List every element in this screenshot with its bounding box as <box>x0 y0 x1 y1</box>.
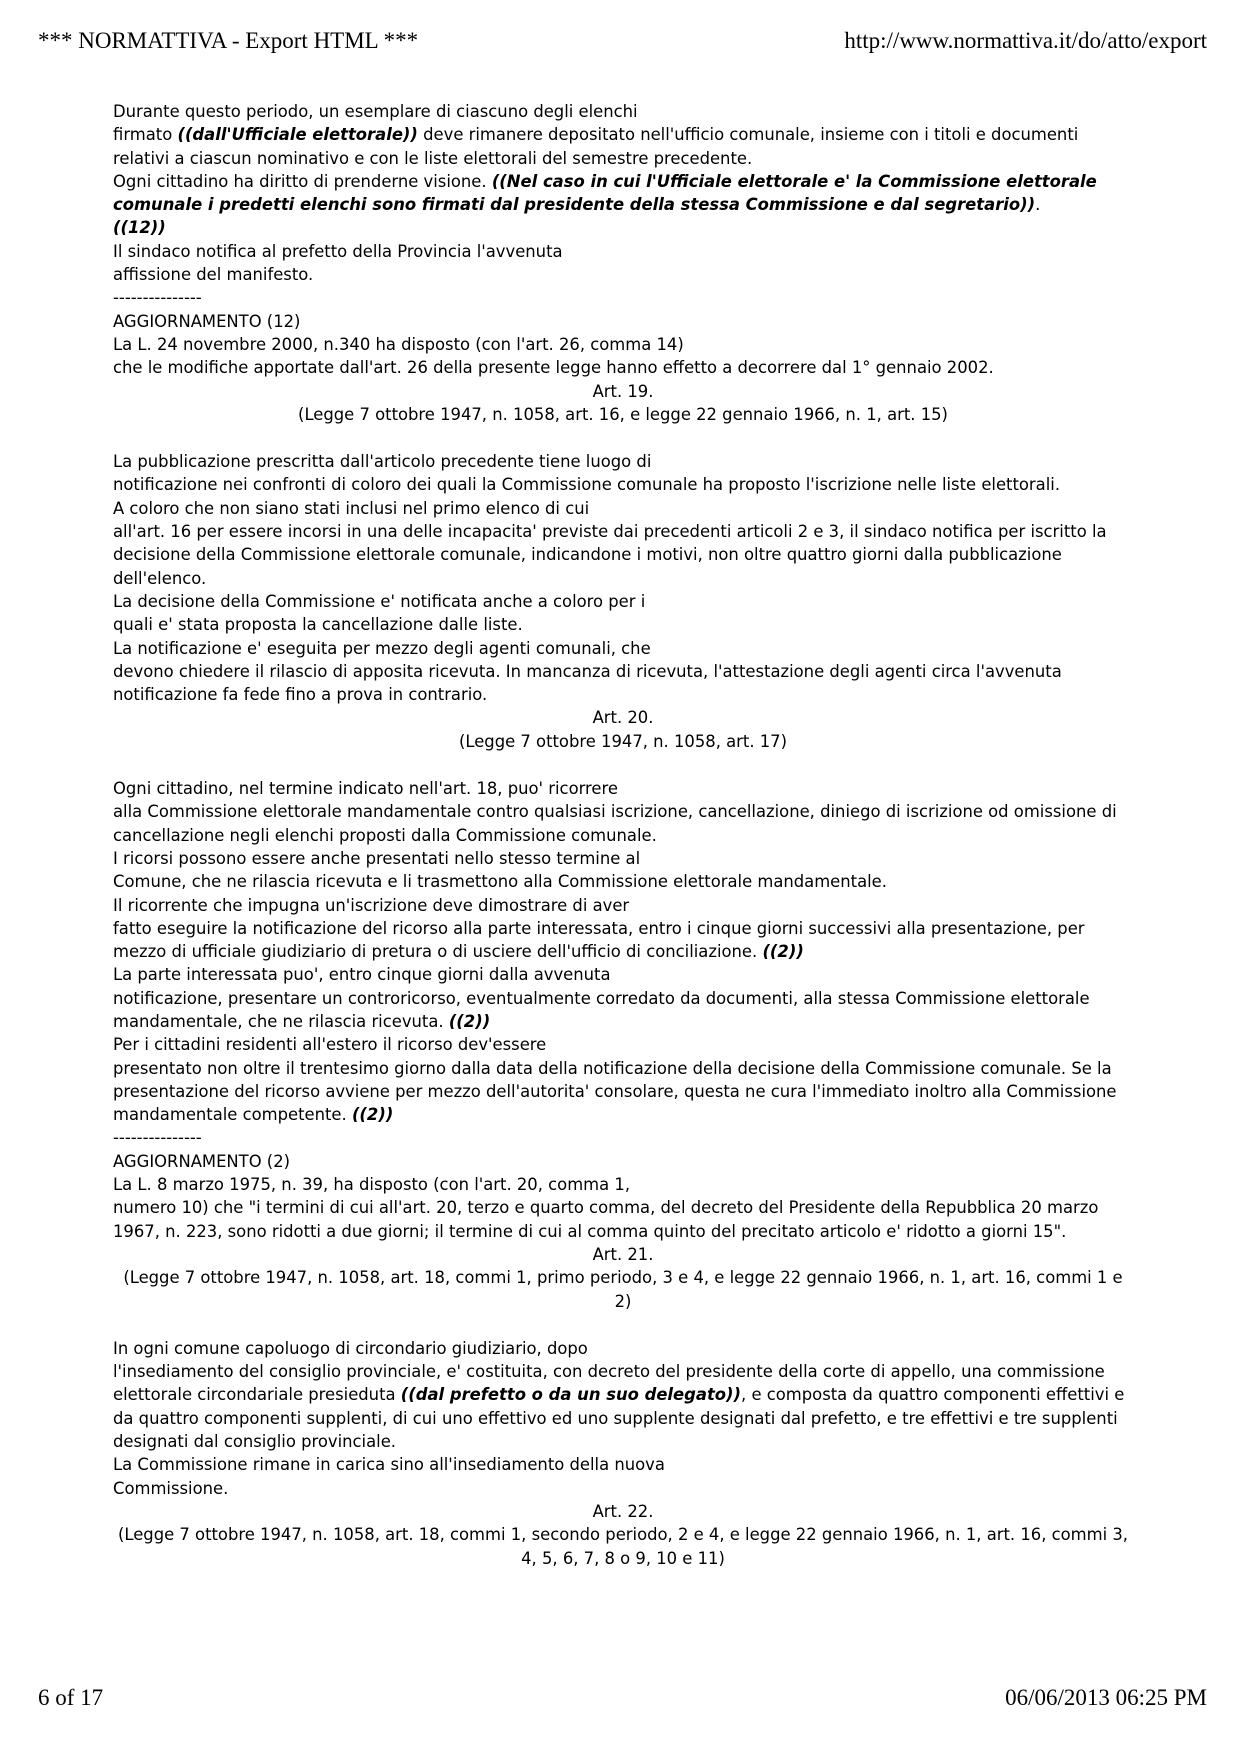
body-text: notificazione nei confronti di coloro dei quali la Commissione comunale ha proposto l'iscrizione nelle liste elettorali. <box>113 475 1061 495</box>
amendment-text: ((dal prefetto o da un suo delegato)) <box>400 1385 742 1405</box>
article-source-reference: (Legge 7 ottobre 1947, n. 1058, art. 17) <box>458 731 787 751</box>
paragraph-gap <box>113 753 1133 777</box>
body-text: che le modifiche apportate dall'art. 26 della presente legge hanno effetto a decorrere dal 1° gennaio 2002. <box>113 358 994 378</box>
body-text: Il ricorrente che impugna un'iscrizione deve dimostrare di aver <box>113 895 630 915</box>
body-text: La Commissione rimane in carica sino all'insediamento della nuova <box>113 1455 665 1475</box>
body-text: quali e' stata proposta la cancellazione dalle liste. <box>113 615 523 635</box>
body-text: Commissione. <box>113 1478 229 1498</box>
body-text: all'art. 16 per essere incorsi in una delle incapacita' previste dai precedenti articoli 2 e 3, il sindaco notifica per iscritto la decisione della Commissione elettorale comunale, indicandone i motivi, non oltre quattro giorni dalla pubblicazione dell'elenco. <box>113 522 1107 588</box>
body-text: Il sindaco notifica al prefetto della Provincia l'avvenuta <box>113 241 563 261</box>
body-text: affissione del manifesto. <box>113 265 314 285</box>
paragraph-gap <box>113 1313 1133 1337</box>
body-text: AGGIORNAMENTO (12) <box>113 311 301 331</box>
amendment-text: ((dall'Ufficiale elettorale)) <box>177 125 418 145</box>
body-text: deve rimanere depositato nell'ufficio comunale, insieme con i titoli e documenti relativi a ciascun nominativo e con le liste elettorali del semestre precedente. <box>113 125 1079 168</box>
body-text: presentato non oltre il trentesimo giorno dalla data della notificazione della decisione della Commissione comunale. Se la presentazione del ricorso avviene per mezzo dell'autorita' consolare, questa ne cura l'immediato inoltro alla Commissione mandamentale competente. <box>113 1058 1117 1125</box>
body-text: --------------- <box>113 1128 202 1148</box>
body-text: . <box>1035 195 1041 215</box>
text-paragraph <box>113 100 1133 286</box>
text-paragraph <box>113 286 1133 379</box>
body-text: Comune, che ne rilascia ricevuta e li trasmettono alla Commissione elettorale mandamentale. <box>113 872 887 892</box>
body-text: Per i cittadini residenti all'estero il ricorso dev'essere <box>113 1035 547 1055</box>
body-text: , e composta da quattro componenti effettivi e da quattro componenti supplenti, di cui uno effettivo ed uno supplente designati dal prefetto, e tre effettivi e tre supplenti designati dal consiglio provinciale. <box>113 1385 1125 1452</box>
article-heading: Art. 22. <box>592 1501 654 1521</box>
body-text: fatto eseguire la notificazione del ricorso alla parte interessata, entro i cinque giorni successivi alla presentazione, per mezzo di ufficiale giudiziario di pretura o di usciere dell'ufficio di conciliazione. <box>113 918 1085 962</box>
body-text: Ogni cittadino, nel termine indicato nell'art. 18, puo' ricorrere <box>113 779 618 799</box>
body-text: La decisione della Commissione e' notificata anche a coloro per i <box>113 591 646 611</box>
paragraph-gap <box>113 426 1133 450</box>
body-text: La L. 8 marzo 1975, n. 39, ha disposto (con l'art. 20, comma 1, <box>113 1175 631 1195</box>
amendment-text: ((2)) <box>448 1011 491 1031</box>
article-heading: Art. 19. <box>592 381 654 401</box>
body-text: La pubblicazione prescritta dall'articolo precedente tiene luogo di <box>113 452 652 472</box>
body-text: Durante questo periodo, un esemplare di ciascuno degli elenchi <box>113 102 638 121</box>
body-text: notificazione, presentare un controricorso, eventualmente corredato da documenti, alla stessa Commissione elettorale mandamentale, che ne rilascia ricevuta. <box>113 988 1090 1031</box>
text-paragraph <box>113 777 1133 1126</box>
header-title: *** NORMATTIVA - Export HTML *** <box>38 28 419 53</box>
amendment-text: ((2)) <box>351 1105 394 1125</box>
body-text: I ricorsi possono essere anche presentati nello stesso termine al <box>113 848 641 868</box>
body-text: alla Commissione elettorale mandamentale contro qualsiasi iscrizione, cancellazione, diniego di iscrizione od omissione di cancellazione negli elenchi proposti dalla Commissione comunale. <box>113 802 1117 845</box>
article-source-reference: (Legge 7 ottobre 1947, n. 1058, art. 16, e legge 22 gennaio 1966, n. 1, art. 15) <box>298 404 948 424</box>
body-text: La parte interessata puo', entro cinque giorni dalla avvenuta <box>113 965 611 985</box>
body-text: La notificazione e' eseguita per mezzo degli agenti comunali, che <box>113 638 651 658</box>
body-text: Ogni cittadino ha diritto di prenderne visione. <box>113 171 492 191</box>
document-body <box>113 100 1133 1570</box>
body-text: A coloro che non siano stati inclusi nel primo elenco di cui <box>113 498 590 518</box>
article-source-reference: (Legge 7 ottobre 1947, n. 1058, art. 18, commi 1, secondo periodo, 2 e 4, e legge 22 gennaio 1966, n. 1, art. 16, commi 3, 4, 5, 6, 7, 8 o 9, 10 e 11) <box>117 1525 1129 1568</box>
body-text: l'insediamento del consiglio provinciale, e' costituita, con decreto del presidente della corte di appello, una commissione elettorale circondariale presieduta <box>113 1362 1105 1405</box>
text-paragraph <box>113 450 1133 706</box>
page-number: 6 of 17 <box>38 1685 104 1710</box>
body-text: AGGIORNAMENTO (2) <box>113 1151 291 1171</box>
body-text: --------------- <box>113 288 202 308</box>
amendment-text: ((12)) <box>113 218 166 238</box>
article-heading: Art. 21. <box>592 1244 654 1264</box>
body-text: La L. 24 novembre 2000, n.340 ha disposto (con l'art. 26, comma 14) <box>113 334 684 354</box>
amendment-text: ((Nel caso in cui l'Ufficiale elettorale e' la Commissione elettorale comunale i predetti elenchi sono firmati dal presidente della stessa Commissione e dal segretario)) <box>113 171 1097 215</box>
article-heading: Art. 20. <box>592 708 654 728</box>
body-text: firmato <box>113 125 178 145</box>
print-datetime: 06/06/2013 06:25 PM <box>1005 1685 1207 1710</box>
amendment-text: ((2)) <box>762 942 804 962</box>
body-text: In ogni comune capoluogo di circondario giudiziario, dopo <box>113 1338 588 1358</box>
body-text: numero 10) che "i termini di cui all'art. 20, terzo e quarto comma, del decreto del Presidente della Repubblica 20 marzo 1967, n. 223, sono ridotti a due giorni; il termine di cui al comma quinto del precitato articolo e' ridotto a giorni 15". <box>113 1198 1099 1241</box>
body-text: devono chiedere il rilascio di apposita ricevuta. In mancanza di ricevuta, l'attestazione degli agenti circa l'avvenuta notificazione fa fede fino a prova in contrario. <box>113 661 1062 705</box>
header-url: http://www.normattiva.it/do/atto/export <box>844 28 1207 53</box>
text-paragraph <box>113 1337 1133 1500</box>
article-source-reference: (Legge 7 ottobre 1947, n. 1058, art. 18, commi 1, primo periodo, 3 e 4, e legge 22 gennaio 1966, n. 1, art. 16, commi 1 e 2) <box>123 1268 1123 1311</box>
text-paragraph <box>113 1126 1133 1242</box>
